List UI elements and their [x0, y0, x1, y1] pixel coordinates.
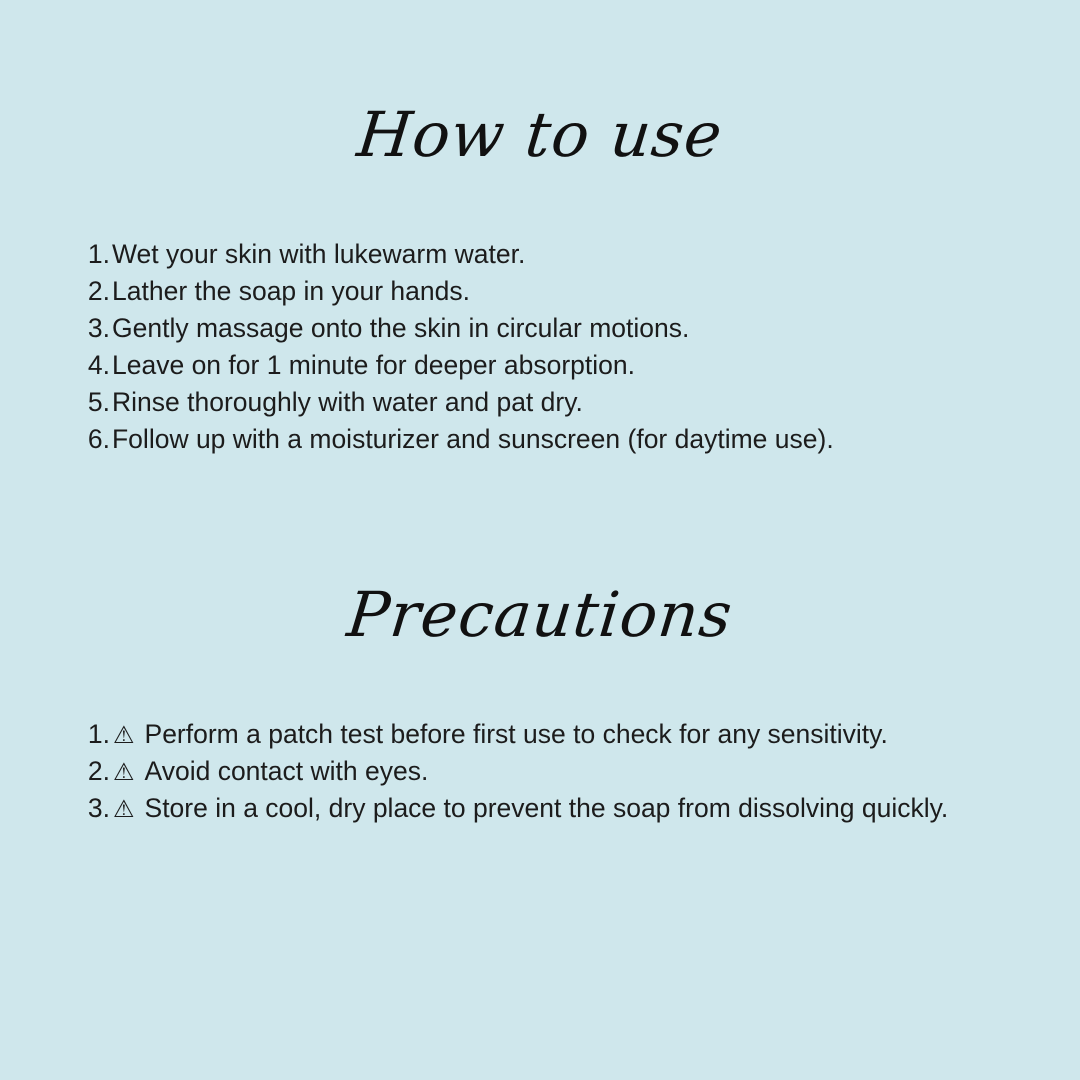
warning-triangle-icon: ⚠	[113, 759, 135, 786]
precautions-list	[80, 716, 948, 827]
list-item-text: Leave on for 1 minute for deeper absorption.	[112, 350, 635, 380]
list-item	[80, 310, 834, 347]
list-item-text: Rinse thoroughly with water and pat dry.	[112, 387, 583, 417]
list-item	[80, 384, 834, 421]
list-item	[80, 790, 948, 827]
list-item-number: 3.	[87, 793, 110, 823]
how-to-use-heading: How to use	[353, 98, 727, 171]
warning-triangle-icon: ⚠	[113, 722, 135, 749]
list-item-text: Wet your skin with lukewarm water.	[112, 239, 526, 269]
list-item-number: 3.	[87, 313, 110, 343]
list-item-number: 1.	[87, 719, 110, 749]
list-item	[80, 347, 834, 384]
list-item-text: Follow up with a moisturizer and sunscreen (for daytime use).	[112, 424, 834, 454]
list-item-text: Store in a cool, dry place to prevent the soap from dissolving quickly.	[144, 793, 949, 823]
list-item	[80, 236, 834, 273]
list-item-text: Perform a patch test before first use to check for any sensitivity.	[144, 719, 888, 749]
list-item-number: 4.	[87, 350, 110, 380]
list-item-text: Gently massage onto the skin in circular motions.	[112, 313, 690, 343]
how-to-use-list	[80, 236, 834, 458]
precautions-heading: Precautions	[343, 578, 737, 651]
list-item-number: 2.	[87, 756, 110, 786]
list-item-number: 2.	[87, 276, 110, 306]
list-item-text: Avoid contact with eyes.	[144, 756, 429, 786]
warning-triangle-icon: ⚠	[113, 796, 135, 823]
list-item-number: 6.	[87, 424, 110, 454]
list-item	[80, 273, 834, 310]
list-item-number: 5.	[87, 387, 110, 417]
list-item	[80, 716, 948, 753]
list-item	[80, 421, 834, 458]
list-item-text: Lather the soap in your hands.	[112, 276, 470, 306]
list-item-number: 1.	[87, 239, 110, 269]
list-item	[80, 753, 948, 790]
